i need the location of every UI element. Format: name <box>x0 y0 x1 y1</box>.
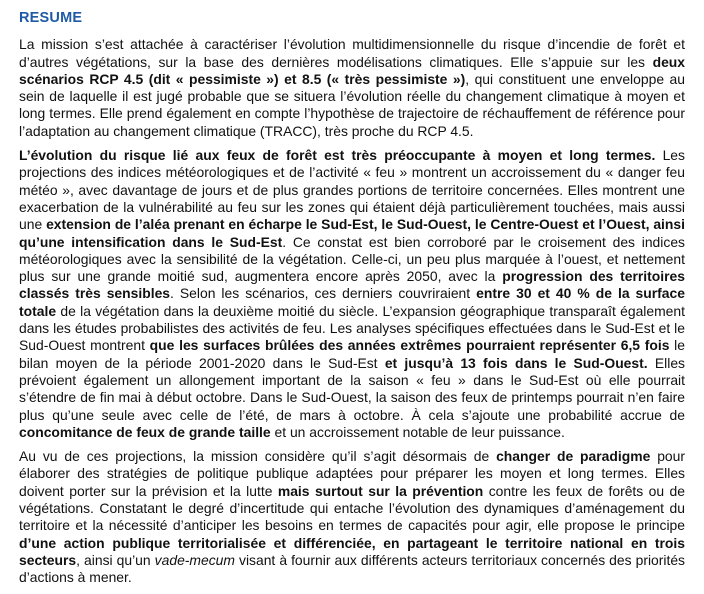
text-run: de la végétation dans la deuxième moitié du siècle. L’expansion géographique transparaît également dans les études probabilistes des activités de feu. Les analyses spécifiques effectuées dans le Sud-Est et le Sud-Ouest montrent <box>19 302 685 354</box>
emphasis: que les surfaces brûlées des années extrêmes pourraient représenter 6,5 fois <box>149 337 670 354</box>
emphasis: extension de l’aléa prenant en écharpe le Sud-Est, le Sud-Ouest, le Centre-Ouest et l’Ouest, ainsi qu’une intensification dans le Sud-Est <box>19 216 685 250</box>
text-run: , ainsi qu’un <box>76 551 155 568</box>
emphasis: concomitance de feux de grande taille <box>19 423 271 440</box>
summary-document <box>19 10 685 594</box>
section-heading: RESUME <box>19 10 83 26</box>
emphasis: progression des territoires classés très sensibles <box>19 268 685 302</box>
text-run: , qui constituent une enveloppe au sein de laquelle il est jugé probable que se situera l’évolution réelle du changement climatique à moyen et long termes. Elle prend également en compte l’hypothèse de trajectoire de réchauffement de référence pour l’adaptation au changement climatique (TRACC), très proche du RCP 4.5. <box>19 70 685 139</box>
text-run: visant à fournir aux différents acteurs territoriaux concernés des priorités d’actions à mener. <box>19 551 685 586</box>
text-run: La mission s’est attachée à caractériser l’évolution multidimensionnelle du risque d’incendie de forêt et d’autres végétations, sur la base des dernières modélisations climatiques. Elle s’appuie sur les <box>19 36 685 70</box>
text-run: contre les feux de forêts ou de végétations. Constatant le degré d’incertitude qui entache l’évolution des dynamiques d’aménagement du territoire et la nécessité d’anticiper les besoins en termes de capacités pour agir, elle propose le principe <box>19 482 685 534</box>
emphasis: d’une action publique territorialisée et différenciée, en partageant le territoire national en trois secteurs <box>19 534 685 568</box>
emphasis: entre 30 et 40 % de la surface totale <box>19 285 685 319</box>
text-run: Elles prévoient également un allongement important de la saison « feu » dans le Sud-Est où elle pourrait s’étendre de fin mai à début octobre. Dans le Sud-Ouest, la saison des feux de printemps pourrait n’en faire plus qu’une seule avec celle de l’été, de mars à octobre. À cela s’ajoute une probabilité accrue de <box>19 354 685 423</box>
emphasis: et jusqu’à 13 fois dans le Sud-Ouest. <box>384 354 648 371</box>
text-run: . Selon les scénarios, ces derniers couvriraient <box>170 285 477 302</box>
emphasis: mais surtout sur la prévention <box>277 482 484 499</box>
emphasis: changer de paradigme <box>496 448 651 465</box>
italic-term: vade-mecum <box>154 551 235 568</box>
text-run: Les projections des indices météorologiques et de l’activité « feu » montrent un accroissement du « danger feu météo », avec davantage de jours et de plus grandes portions de territoire concernées. Elles montrent une exacerbation de la vulnérabilité au feu sur les zones qui étaient déjà particulièrement touchées, mais aussi une <box>19 147 685 233</box>
text-run: le bilan moyen de la période 2001-2020 dans le Sud-Est <box>19 337 685 371</box>
emphasis: deux scénarios RCP 4.5 (dit « pessimiste ») et 8.5 (« très pessimiste ») <box>19 53 685 87</box>
paragraph-recommendations <box>19 448 685 586</box>
text-run: . Ce constat est bien corroboré par le croisement des indices météorologiques avec la sensibilité de la végétation. Celle-ci, un peu plus marquée à l’ouest, et nettement plus sur une grande moitié sud, augmentera encore après 2050, avec la <box>19 233 685 285</box>
paragraph-scenarios <box>19 36 685 140</box>
paragraph-risk-evolution <box>19 147 685 441</box>
text-run: et un accroissement notable de leur puissance. <box>270 423 565 440</box>
text-run: Au vu de ces projections, la mission considère qu’il s’agit désormais de <box>19 448 497 465</box>
emphasis: L’évolution du risque lié aux feux de forêt est très préoccupante à moyen et long termes. <box>19 147 656 164</box>
text-run: pour élaborer des stratégies de politique publique adaptées pour préparer les moyen et long termes. Elles doivent porter sur la prévision et la lutte <box>19 448 685 499</box>
